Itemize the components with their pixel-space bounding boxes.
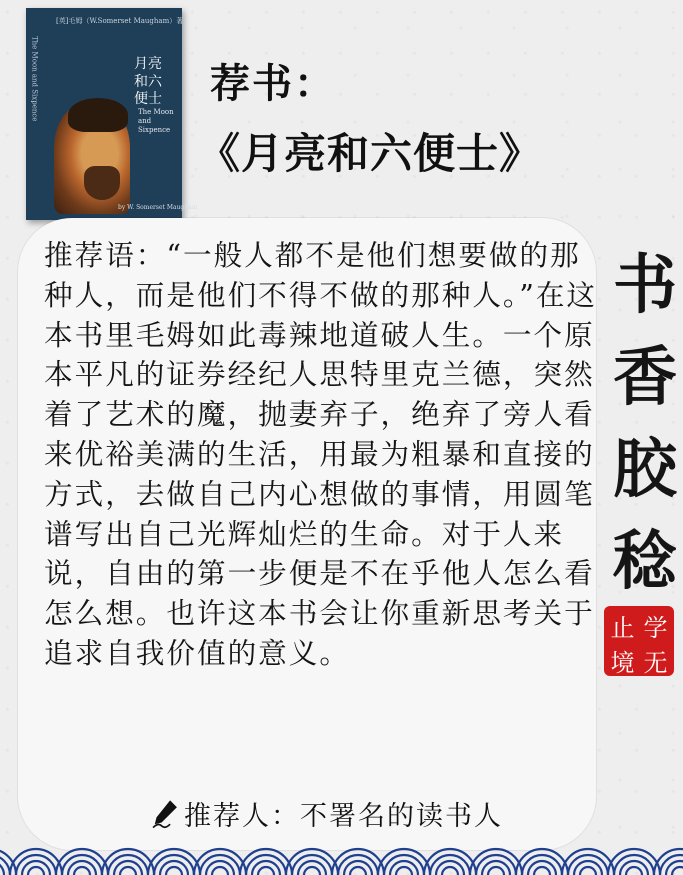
wave-arc: [120, 867, 136, 875]
wave-arc: [534, 867, 550, 875]
cover-byline: by W. Somerset Maugham: [118, 204, 198, 211]
cover-title-cn: 月亮和六便士: [134, 56, 162, 107]
wave-arc: [672, 867, 683, 875]
wave-arc: [0, 861, 4, 875]
wave-arc: [212, 867, 228, 875]
recommendation-text: 推荐语：“一般人都不是他们想要做的那种人，而是他们不得不做的那种人。”在这本书里毛姆如此毒辣地道破人生。一个原本平凡的证券经纪人思特里克兰德，突然着了艺术的魔，抛妻弃子，绝弃了旁人看来优裕美满的生活，用最为粗暴和直接的方式，去做自己内心想做的事情，用圆笔谱写出自己光辉灿烂的生命。对于人来说，自由的第一步便是不在乎他人怎么看怎么想。也许这本书会让你重新思考关于追求自我价值的意义。: [44, 238, 598, 670]
seal-char: 学: [643, 614, 668, 642]
cover-title-en: The Moon and Sixpence: [138, 108, 174, 135]
brand-vertical-text: [612, 240, 678, 608]
seal-char: 无: [643, 649, 668, 677]
wave-arc: [74, 867, 90, 875]
wave-arc: [580, 867, 596, 875]
cover-author: [英]毛姆（W.Somerset Maugham）著: [56, 17, 184, 25]
seal-char: 境: [610, 649, 635, 677]
book-cover: [26, 8, 198, 220]
seal-char: 止: [610, 614, 635, 642]
wave-arc: [442, 867, 458, 875]
title-line-1: 荐书：: [210, 61, 336, 107]
wave-arc: [396, 867, 412, 875]
wave-arc: [28, 867, 44, 875]
wave-arc: [258, 867, 274, 875]
brand-char: 稔: [613, 524, 677, 599]
wave-arc: [166, 867, 182, 875]
wave-arc: [488, 867, 504, 875]
wave-arc: [626, 867, 642, 875]
brand-char: 胶: [613, 432, 677, 507]
cover-portrait-image: [54, 104, 130, 214]
cover-vertical-text: The Moon and Sixpence: [30, 36, 39, 122]
brand-char: 香: [613, 340, 677, 415]
red-seal-stamp: [604, 606, 674, 676]
recommender-text: 推荐人：不署名的读书人: [184, 801, 503, 832]
pen-icon: [148, 797, 182, 831]
page-title: [198, 52, 543, 181]
wave-arc: [350, 867, 366, 875]
wave-arc: [304, 867, 320, 875]
wave-border: [0, 827, 683, 875]
title-line-2: 《月亮和六便士》: [198, 129, 543, 178]
brand-char: 书: [613, 248, 677, 323]
